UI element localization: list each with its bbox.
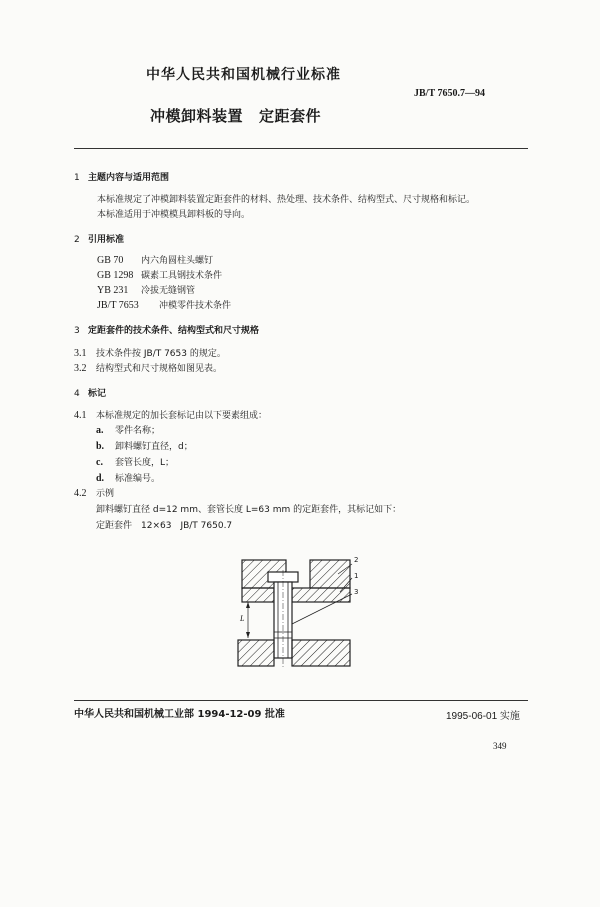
subsection-text: 示例 [96, 489, 115, 499]
callout-label: 3 [354, 588, 359, 596]
reference-title: 冷拔无缝钢管 [141, 286, 196, 296]
section-number: 2 [74, 235, 80, 245]
reference-code: JB/T 7653 [97, 300, 139, 311]
callout-label: 1 [354, 572, 359, 580]
section-4-heading [74, 386, 106, 399]
list-item [96, 423, 160, 436]
assembly-drawing [228, 552, 368, 677]
subsection-text: 技术条件按 JB/T 7653 的规定。 [96, 349, 226, 359]
section-title: 标记 [88, 389, 107, 399]
footer-rule [74, 700, 528, 701]
callout-label: 2 [354, 556, 359, 564]
lower-die-right [292, 640, 350, 666]
section-title: 引用标准 [88, 235, 125, 245]
subsection-3-2 [74, 361, 222, 374]
lower-die-left [238, 640, 274, 666]
subsection-text: 结构型式和尺寸规格如图见表。 [96, 364, 223, 374]
reference-code: GB 70 [97, 255, 124, 266]
list-item-label: c. [96, 457, 103, 468]
document-title [150, 105, 321, 126]
implementation-date: 1995-06-01 实施 [446, 711, 520, 722]
header-rule [74, 148, 528, 149]
subsection-number: 3.1 [74, 348, 87, 359]
issuing-organization: 中华人民共和国机械行业标准 [146, 67, 341, 83]
assembly-figure [228, 552, 368, 681]
subsection-text: 本标准规定的加长套标记由以下要素组成： [96, 411, 268, 421]
reference-code: YB 231 [97, 285, 129, 296]
list-item-label: d. [96, 473, 105, 484]
list-item-label: b. [96, 441, 105, 452]
section-title: 主题内容与适用范围 [88, 173, 170, 183]
list-item [96, 439, 193, 452]
reference-item [97, 253, 213, 266]
section-3-heading [74, 323, 259, 336]
standard-code: JB/T 7650.7—94 [414, 88, 485, 99]
upper-plate-right [310, 560, 350, 588]
stripper-plate-left [242, 588, 274, 602]
subsection-3-1 [74, 346, 226, 359]
section-1-heading [74, 170, 169, 183]
reference-item [97, 268, 222, 281]
section-title: 定距套件的技术条件、结构型式和尺寸规格 [88, 326, 260, 336]
dimension-label: L [240, 614, 245, 623]
reference-item [97, 283, 195, 296]
list-item-text: 卸料螺钉直径，d； [115, 442, 193, 452]
subsection-4-2 [74, 486, 114, 499]
reference-title: 冲模零件技术条件 [159, 301, 232, 311]
section-number: 3 [74, 326, 80, 336]
subsection-number: 4.1 [74, 410, 87, 421]
page-number: 349 [493, 741, 507, 751]
reference-code: GB 1298 [97, 270, 134, 281]
section-1-para-2: 本标准适用于冲模模具卸料板的导向。 [97, 210, 251, 220]
list-item [96, 471, 160, 484]
list-item [96, 455, 174, 468]
list-item-text: 零件名称； [115, 426, 161, 436]
list-item-label: a. [96, 425, 104, 436]
list-item-text: 标准编号。 [115, 474, 161, 484]
approval-line: 中华人民共和国机械工业部 1994-12-09 批准 [74, 709, 285, 720]
section-number: 1 [74, 173, 80, 183]
subsection-number: 4.2 [74, 488, 87, 499]
title-part-2: 定距套件 [259, 107, 322, 125]
title-part-1: 冲模卸料装置 [150, 107, 244, 125]
example-line-2: 定距套件 12×63 JB/T 7650.7 [96, 521, 233, 531]
reference-title: 内六角圆柱头螺钉 [141, 256, 214, 266]
reference-item [97, 298, 231, 311]
section-2-heading [74, 232, 124, 245]
list-item-text: 套管长度，L； [115, 458, 175, 468]
section-number: 4 [74, 389, 80, 399]
reference-title: 碳素工具钢技术条件 [141, 271, 223, 281]
subsection-4-1 [74, 408, 267, 421]
section-1-para-1: 本标准规定了冲模卸料装置定距套件的材料、热处理、技术条件、结构型式、尺寸规格和标记。 [97, 195, 476, 205]
example-line-1: 卸料螺钉直径 d=12 mm、套管长度 L=63 mm 的定距套件，其标记如下： [96, 505, 402, 515]
subsection-number: 3.2 [74, 363, 87, 374]
